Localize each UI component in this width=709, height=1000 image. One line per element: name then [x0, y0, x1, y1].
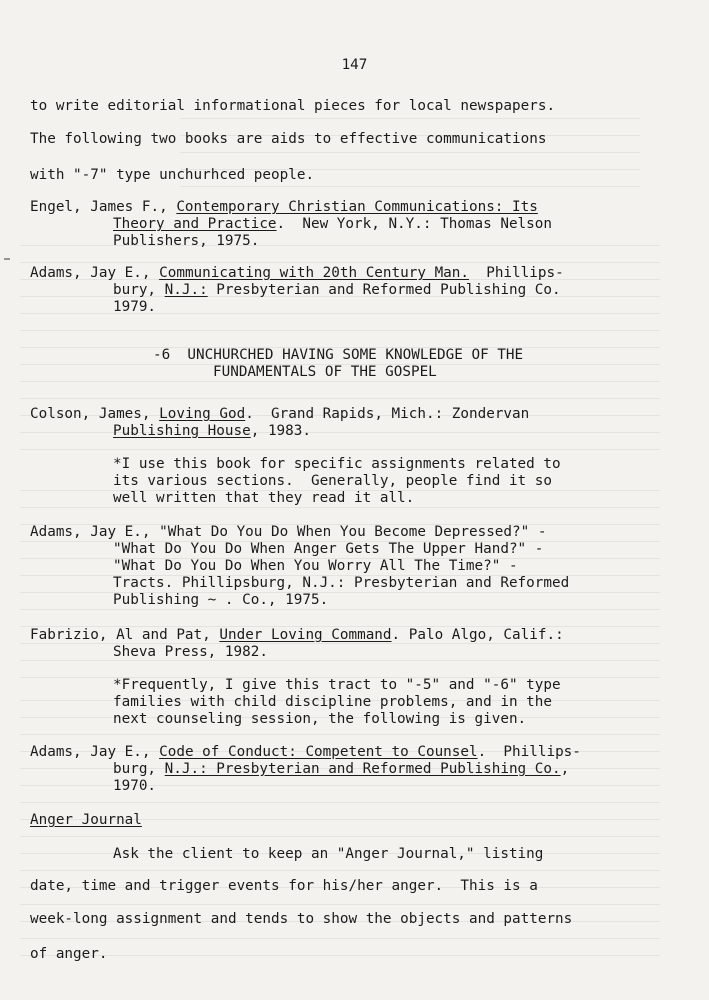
citation-place: N.J.: — [164, 282, 208, 298]
margin-mark — [4, 258, 10, 260]
citation-engel-line2 — [113, 215, 552, 233]
citation-adams-tracts-line: Tracts. Phillipsburg, N.J.: Presbyterian and Reformed — [113, 575, 570, 591]
citation-publisher: . New York, N.Y.: Thomas Nelson — [276, 216, 552, 232]
annotation-note: *I use this book for specific assignments related to — [113, 456, 561, 472]
annotation-note: next counseling session, the following is given. — [113, 711, 527, 727]
citation-title: Contemporary Christian Communications: Its — [176, 199, 538, 215]
citation-colson — [30, 405, 529, 423]
citation-author: Adams, Jay E., — [30, 265, 160, 281]
citation-adams-conduct-line3: 1970. — [113, 778, 157, 794]
intro-line: The following two books are aids to effective communications — [30, 131, 547, 147]
citation-author: Fabrizio, Al and Pat, — [30, 627, 220, 643]
citation-fabrizio — [30, 626, 564, 644]
body-paragraph-line: of anger. — [30, 946, 108, 962]
citation-title: Theory and Practice — [113, 216, 277, 232]
citation-author: Colson, James, — [30, 406, 160, 422]
citation-text: burg, — [113, 761, 165, 777]
citation-publisher: N.J.: Presbyterian and Reformed Publishing Co. — [164, 761, 561, 777]
citation-author: Engel, James F., — [30, 199, 177, 215]
citation-text: , — [560, 761, 570, 777]
citation-adams-20th-line2 — [113, 281, 561, 299]
citation-title: Loving God — [159, 406, 246, 422]
intro-line: to write editorial informational pieces for local newspapers. — [30, 98, 556, 114]
annotation-note: well written that they read it all. — [113, 490, 415, 506]
anger-journal-heading: Anger Journal — [30, 812, 142, 828]
citation-title: Code of Conduct: Competent to Counsel — [159, 744, 478, 760]
citation-adams-tracts-line: "What Do You Do When You Worry All The Time?" - — [113, 558, 518, 574]
citation-title: Under Loving Command — [219, 627, 392, 643]
citation-publisher: Publishing House — [113, 423, 251, 439]
citation-text: . Phillips- — [477, 744, 581, 760]
body-paragraph-line: Ask the client to keep an "Anger Journal," listing — [113, 846, 544, 862]
citation-title: Communicating with 20th Century Man. — [159, 265, 469, 281]
citation-publisher: . Grand Rapids, Mich.: Zondervan — [245, 406, 530, 422]
citation-publisher: . Palo Algo, Calif.: — [391, 627, 564, 643]
citation-year: , 1983. — [250, 423, 311, 439]
citation-text: Phillips- — [469, 265, 564, 281]
citation-text: bury, — [113, 282, 165, 298]
body-paragraph-line: date, time and trigger events for his/her anger. This is a — [30, 878, 538, 894]
citation-adams-conduct-line2 — [113, 760, 569, 778]
annotation-note: its various sections. Generally, people find it so — [113, 473, 552, 489]
citation-adams-tracts: Adams, Jay E., "What Do You Do When You Become Depressed?" - — [30, 524, 547, 540]
body-paragraph-line: week-long assignment and tends to show the objects and patterns — [30, 911, 573, 927]
citation-engel — [30, 198, 538, 216]
annotation-note: families with child discipline problems, and in the — [113, 694, 552, 710]
section-heading: FUNDAMENTALS OF THE GOSPEL — [213, 364, 437, 380]
annotation-note: *Frequently, I give this tract to "-5" and "-6" type — [113, 677, 561, 693]
section-heading: -6 UNCHURCHED HAVING SOME KNOWLEDGE OF THE — [153, 347, 524, 363]
intro-line: with "-7" type unchurhced people. — [30, 167, 315, 183]
citation-author: Adams, Jay E., — [30, 744, 160, 760]
citation-colson-line2 — [113, 422, 311, 440]
citation-adams-conduct — [30, 743, 581, 761]
page-number: 147 — [341, 57, 368, 73]
citation-engel-line3: Publishers, 1975. — [113, 233, 260, 249]
citation-adams-tracts-line: "What Do You Do When Anger Gets The Upper Hand?" - — [113, 541, 544, 557]
citation-adams-tracts-line: Publishing ~ . Co., 1975. — [113, 592, 329, 608]
citation-adams-20th — [30, 264, 564, 282]
citation-publisher: Presbyterian and Reformed Publishing Co. — [207, 282, 561, 298]
citation-fabrizio-line2: Sheva Press, 1982. — [113, 644, 268, 660]
citation-adams-20th-line3: 1979. — [113, 299, 157, 315]
